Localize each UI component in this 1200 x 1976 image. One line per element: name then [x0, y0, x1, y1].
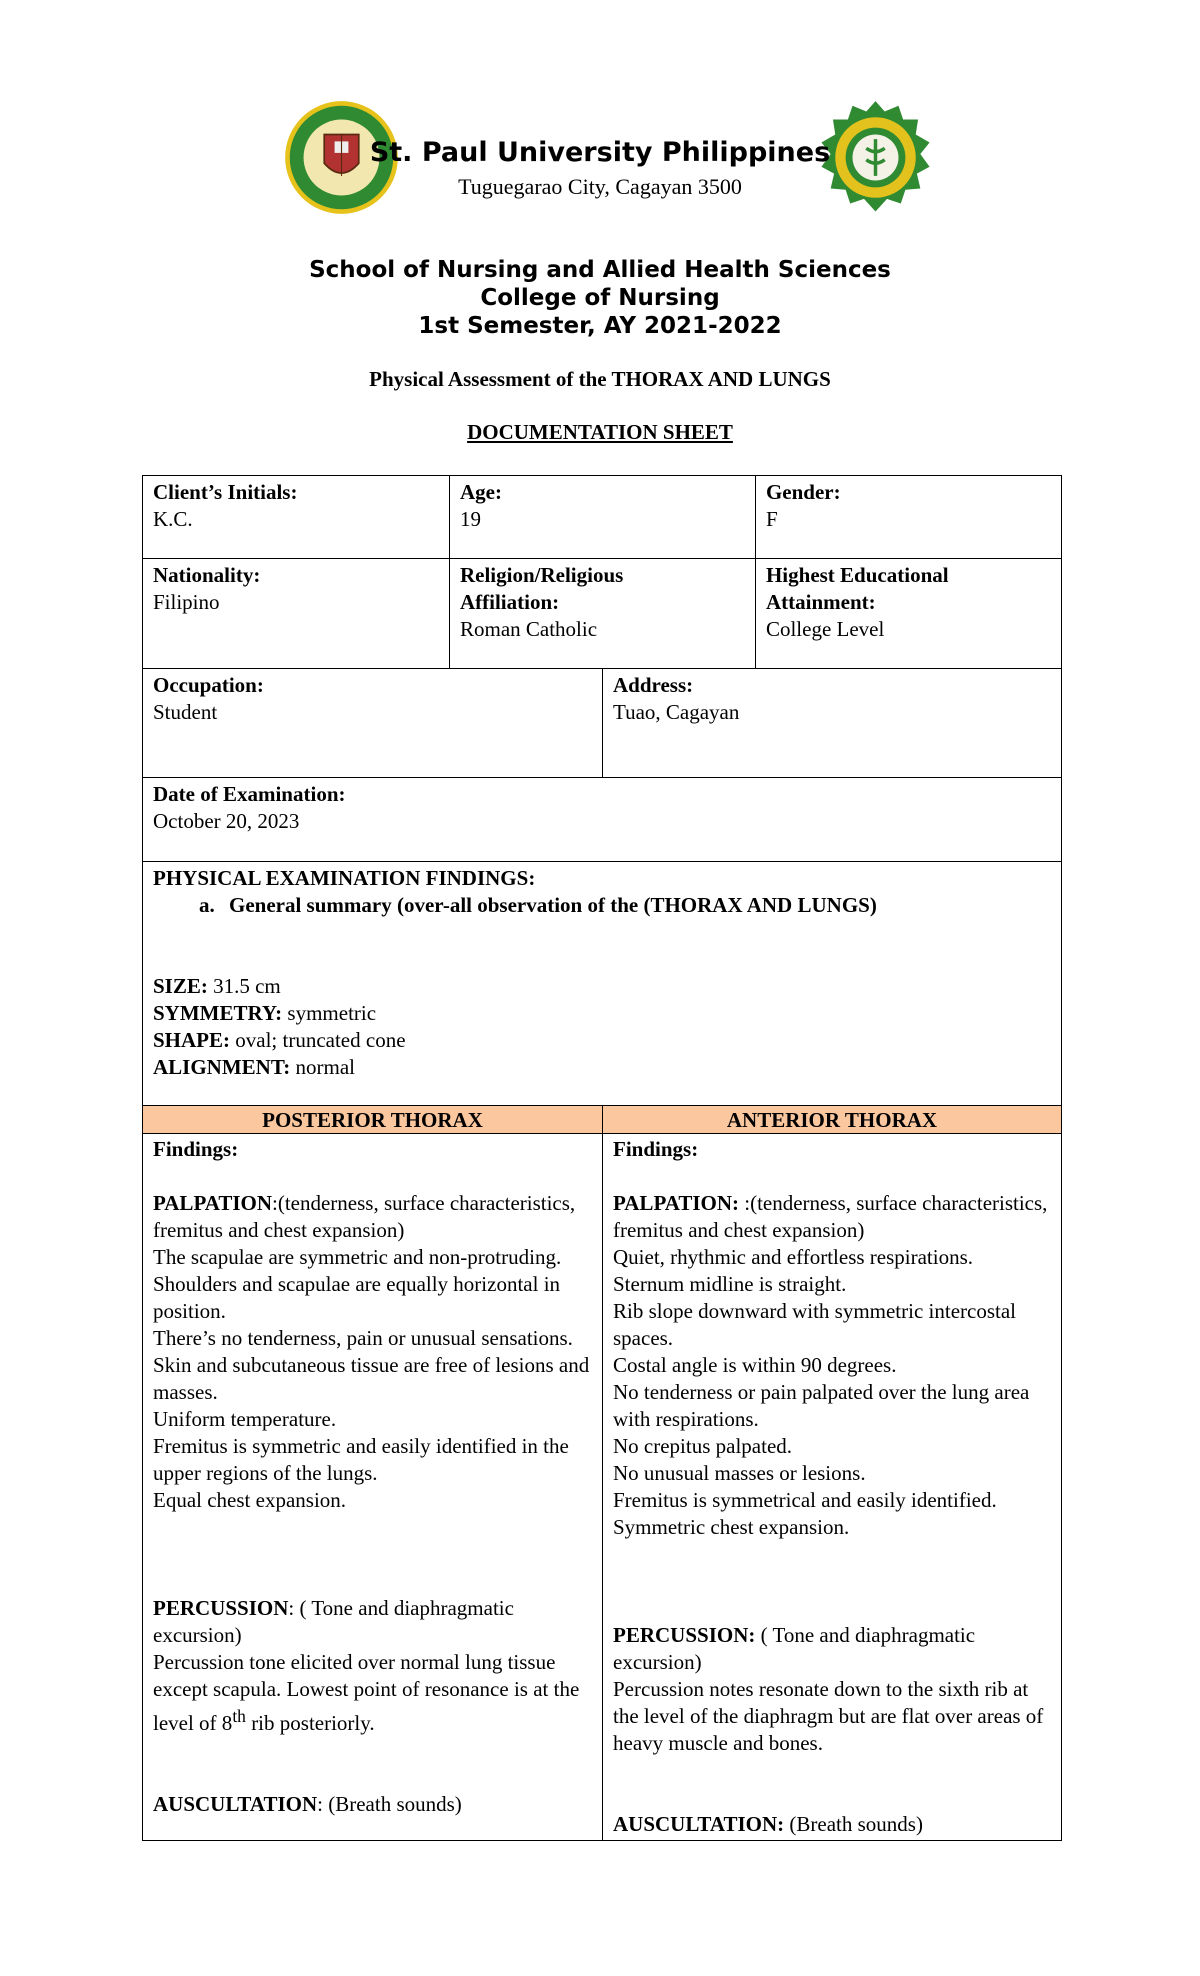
documentation-sheet-title: DOCUMENTATION SHEET	[467, 420, 733, 444]
symmetry-value: symmetric	[282, 1001, 377, 1025]
anterior-auscultation-label: AUSCULTATION:	[613, 1812, 785, 1836]
gender-value: F	[765, 507, 778, 531]
age-cell	[449, 476, 755, 558]
shape-value: oval; truncated cone	[230, 1028, 406, 1052]
posterior-palpation-line-7: Equal chest expansion.	[153, 1488, 347, 1512]
exam-date-value: October 20, 2023	[153, 809, 300, 833]
posterior-auscultation-desc: : (Breath sounds)	[317, 1792, 462, 1816]
client-initials-label: Client’s Initials:	[153, 480, 298, 504]
posterior-palpation-label: PALPATION	[153, 1191, 272, 1215]
address-label: Address:	[613, 673, 694, 697]
semester: 1st Semester, AY 2021-2022	[418, 313, 782, 339]
posterior-percussion-text-b: rib posteriorly.	[245, 1711, 375, 1735]
address-value: Tuao, Cagayan	[613, 700, 740, 724]
age-value: 19	[459, 507, 481, 531]
education-cell	[755, 559, 1061, 668]
anterior-palpation-line-1: Quiet, rhythmic and effortless respirations.	[613, 1245, 974, 1269]
physical-exam-findings-cell	[143, 862, 1061, 1105]
nationality-value: Filipino	[153, 590, 220, 614]
posterior-palpation-line-2: Shoulders and scapulae are equally horizontal in position.	[153, 1272, 561, 1323]
university-city: Tuguegarao City, Cagayan 3500	[458, 174, 742, 199]
anterior-percussion-label: PERCUSSION:	[613, 1623, 756, 1647]
size-value: 31.5 cm	[207, 974, 281, 998]
university-name: St. Paul University Philippines	[369, 137, 831, 168]
posterior-palpation-line-3: There’s no tenderness, pain or unusual sensations.	[153, 1326, 573, 1350]
posterior-thorax-findings	[143, 1134, 602, 1840]
anterior-findings-label: Findings:	[613, 1137, 699, 1161]
anterior-percussion-text: Percussion notes resonate down to the sixth rib at the level of the diaphragm but are flat over areas of heavy muscle and bones.	[613, 1677, 1044, 1755]
exam-date-label: Date of Examination:	[153, 782, 346, 806]
anterior-palpation-line-2: Sternum midline is straight.	[613, 1272, 847, 1296]
anterior-palpation-line-3: Rib slope downward with symmetric intercostal spaces.	[613, 1299, 1017, 1350]
age-label: Age:	[459, 480, 502, 504]
documentation-table	[142, 475, 1062, 1841]
religion-cell	[449, 559, 755, 668]
gender-cell	[755, 476, 1061, 558]
anterior-thorax-header: ANTERIOR THORAX	[602, 1106, 1061, 1133]
education-label-line2: Attainment:	[765, 590, 876, 614]
posterior-percussion-text	[153, 1649, 592, 1737]
school-name: School of Nursing and Allied Health Sciences	[309, 257, 891, 283]
findings-heading: PHYSICAL EXAMINATION FINDINGS:	[153, 866, 536, 890]
posterior-auscultation-label: AUSCULTATION	[153, 1792, 318, 1816]
anterior-palpation-line-6: No crepitus palpated.	[613, 1434, 793, 1458]
anterior-palpation-label: PALPATION:	[613, 1191, 739, 1215]
nationality-label: Nationality:	[153, 563, 261, 587]
symmetry-label: SYMMETRY:	[153, 1001, 283, 1025]
anterior-palpation-line-7: No unusual masses or lesions.	[613, 1461, 866, 1485]
anterior-palpation-line-9: Symmetric chest expansion.	[613, 1515, 850, 1539]
anterior-palpation-line-4: Costal angle is within 90 degrees.	[613, 1353, 897, 1377]
alignment-label: ALIGNMENT:	[153, 1055, 291, 1079]
gender-label: Gender:	[765, 480, 841, 504]
religion-label-line1: Religion/Religious	[459, 563, 624, 587]
anterior-auscultation-desc: (Breath sounds)	[784, 1812, 923, 1836]
posterior-percussion-desc: : ( Tone and diaphragmatic excursion)	[153, 1596, 514, 1647]
posterior-percussion-text-a: Percussion tone elicited over normal lung tissue except scapula. Lowest point of resonance is at the level of 8	[153, 1650, 580, 1735]
posterior-palpation-line-4: Skin and subcutaneous tissue are free of lesions and masses.	[153, 1353, 590, 1404]
posterior-palpation-line-1: The scapulae are symmetric and non-protruding.	[153, 1245, 562, 1269]
education-value: College Level	[765, 617, 885, 641]
posterior-percussion-label: PERCUSSION	[153, 1596, 289, 1620]
posterior-palpation-line-6: Fremitus is symmetric and easily identified in the upper regions of the lungs.	[153, 1434, 569, 1485]
college-name: College of Nursing	[480, 285, 720, 311]
alignment-value: normal	[290, 1055, 356, 1079]
religion-label-line2: Affiliation:	[459, 590, 560, 614]
posterior-palpation-line-5: Uniform temperature.	[153, 1407, 337, 1431]
anterior-palpation-line-8: Fremitus is symmetrical and easily identified.	[613, 1488, 997, 1512]
client-initials-value: K.C.	[153, 507, 193, 531]
occupation-cell	[143, 669, 602, 777]
client-initials-cell	[143, 476, 449, 558]
posterior-percussion-sup: th	[232, 1706, 246, 1726]
address-cell	[602, 669, 1061, 777]
thorax-column-headers	[143, 1105, 1061, 1133]
posterior-thorax-header: POSTERIOR THORAX	[262, 1108, 483, 1132]
anterior-thorax-findings	[602, 1134, 1061, 1840]
religion-value: Roman Catholic	[459, 617, 598, 641]
summary-label: General summary (over-all observation of the (THORAX AND LUNGS)	[229, 893, 877, 917]
anterior-palpation-line-5: No tenderness or pain palpated over the lung area with respirations.	[613, 1380, 1030, 1431]
education-label-line1: Highest Educational	[765, 563, 949, 587]
anterior-percussion-desc: ( Tone and diaphragmatic excursion)	[613, 1623, 976, 1674]
exam-date-cell	[143, 778, 1061, 861]
posterior-palpation-desc: :(tenderness, surface characteristics, fremitus and chest expansion)	[153, 1191, 576, 1242]
summary-marker: a.	[199, 893, 215, 917]
size-label: SIZE:	[153, 974, 208, 998]
occupation-value: Student	[153, 700, 218, 724]
posterior-findings-label: Findings:	[153, 1137, 239, 1161]
occupation-label: Occupation:	[153, 673, 264, 697]
anterior-palpation-desc: :(tenderness, surface characteristics, fremitus and chest expansion)	[613, 1191, 1048, 1242]
assessment-title: Physical Assessment of the THORAX AND LUNGS	[369, 367, 831, 391]
shape-label: SHAPE:	[153, 1028, 231, 1052]
nationality-cell	[143, 559, 449, 668]
